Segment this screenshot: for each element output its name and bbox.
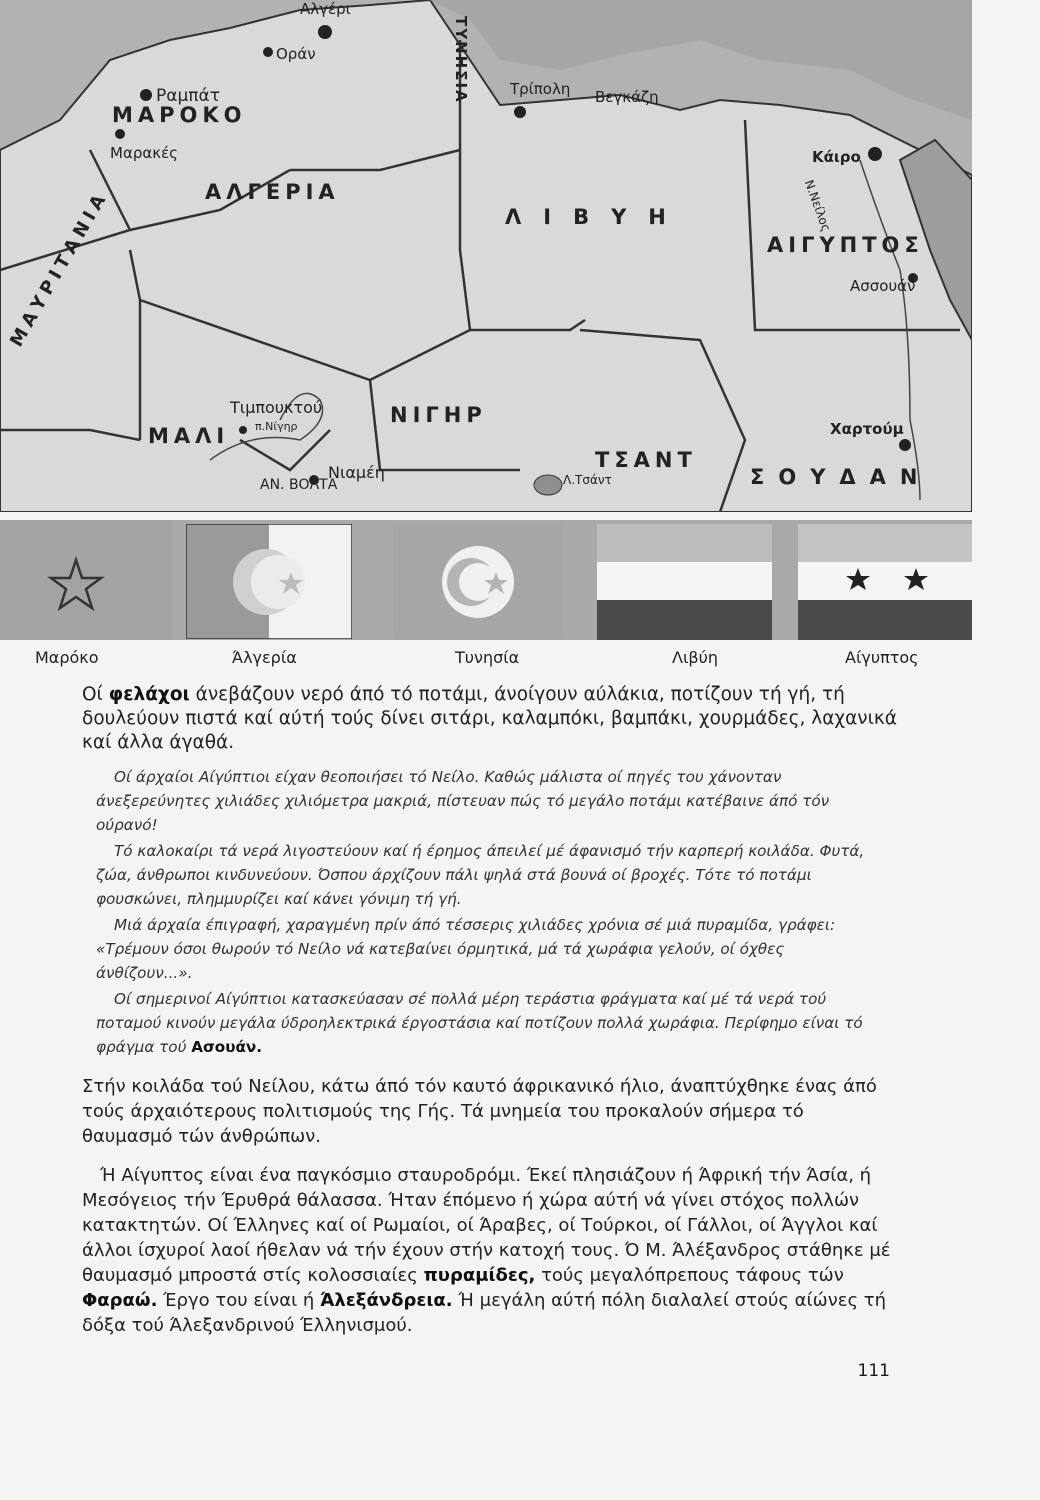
label-mauritania: ΜΑΥΡΙΤΑΝΙΑ [6, 186, 113, 351]
label-niger: ΝΙΓΗΡ [390, 403, 487, 427]
label-morocco: ΜΑΡΟΚΟ [112, 103, 247, 127]
intro-rest: άνεβάζουν νερό άπό τό ποτάμι, άνοίγουν αύλάκια, ποτίζουν τή γή, τή δουλεύουν πιστά καί αύτή τούς δίνει σιτάρι, καλαμπόκι, βαμπάκι, χουρμάδες, λαχανικά καί άλλα άγαθά. [82, 684, 897, 753]
label-libya: ΛΙΒΥΗ [505, 205, 688, 229]
caption-libya: Λιβύη [672, 648, 718, 667]
caption-egypt: Αίγυπτος [845, 648, 919, 667]
label-cairo: Κάιρο [812, 148, 861, 166]
main-alexandria-bold: Άλεξάνδρεια. [320, 1290, 453, 1311]
label-nile: Ν.Νείλος [801, 178, 834, 234]
page-number: 111 [857, 1361, 890, 1381]
main-p2-a: Ή Αίγυπτος είναι ένα παγκόσμιο σταυροδρόμι. Έκεί πλησιάζουν ή Άφρική τήν Άσία, ή Μεσόγειος τήν Έρυθρά θάλασσα. Ήταν έπόμενο ή χώρα αύτή νά γίνει στόχος πολλών κατακτητών. Οί Έλληνες καί οί Ρωμαίοι, οί Άραβες, οί Τούρκοι, οί Γάλλοι, οί Άγγλοι καί άλλοι ίσχυροί λαοί ήθελαν νά τήν έχουν στήν κατοχή τους. Ό Μ. Άλέξανδρος στάθηκε μέ θαυμασμό μπροστά στίς κολοσσιαίες [82, 1165, 891, 1286]
label-timbuktu: Τιμπουκτού [230, 398, 323, 417]
nile-info-box [96, 765, 871, 1059]
flag-algeria [186, 524, 352, 639]
main-p2-b: τούς μεγαλόπρεπους τάφους τών [535, 1265, 844, 1286]
flags-strip [0, 520, 972, 640]
box-paragraph-1: Οί άρχαίοι Αίγύπτιοι είχαν θεοποιήσει τό Νείλο. Καθώς μάλιστα οί πηγές του χάνονταν άνεξερεύνητες χιλιάδες χιλιόμετρα μακριά, πίστευαν πώς τό μεγάλο ποτάμι κατέβαινε άπό τόν ούρανό! [96, 768, 830, 834]
map-north-africa [0, 0, 972, 512]
intro-paragraph [82, 683, 897, 755]
flag-morocco [0, 520, 172, 640]
label-mali: ΜΑΛΙ [148, 424, 230, 448]
label-khartoum: Χαρτούμ [830, 420, 904, 438]
caption-tunisia: Τυνησία [455, 648, 520, 667]
flag-egypt [798, 524, 972, 640]
flag-libya [597, 524, 772, 640]
label-aswan: Ασσουάν [850, 277, 916, 295]
main-paragraph-2 [82, 1163, 897, 1338]
main-p2-c: Έργο του είναι ή [157, 1290, 321, 1311]
label-niamey: Νιαμέη [328, 463, 385, 482]
label-marrakesh: Μαρακές [110, 144, 178, 162]
label-benghazi: Βεγκάζη [595, 88, 659, 106]
box-paragraph-4-text: Οί σημερινοί Αίγύπτιοι κατασκεύασαν σέ πολλά μέρη τεράστια φράγματα καί μέ τά νερά τού ποταμού κινούν μεγάλα ύδροηλεκτρικά έργοστάσια καί ποτίζουν πολλά χωράφια. Περίφημο είναι τό φράγμα τού [96, 990, 863, 1056]
box-paragraph-4 [96, 987, 871, 1059]
main-p2-d: Ή μεγάλη αύτή πόλη διαλαλεί στούς αίώνες τή δόξα τού Άλεξανδρινού Έλληνισμού. [82, 1290, 887, 1336]
intro-lead: Οί [82, 684, 103, 705]
box-aswan-bold: Ασουάν. [191, 1038, 263, 1056]
caption-algeria: Άλγερία [232, 648, 297, 667]
main-pharaoh-bold: Φαραώ. [82, 1290, 158, 1311]
label-algiers: Αλγέρι [300, 0, 351, 18]
box-paragraph-2: Τό καλοκαίρι τά νερά λιγοστεύουν καί ή έρημος άπειλεί μέ άφανισμό τήν καρπερή κοιλάδα. Φυτά, ζώα, άνθρωποι κινδυνεύουν. Όσπου άρχίζουν πάλι ψηλά στά βουνά οί βροχές. Τότε τό ποτάμι φουσκώνει, πλημμυρίζει καί κάνει γόνιμη τή γή. [96, 842, 865, 908]
label-sudan: ΣΟΥΔΑΝ [750, 465, 932, 489]
label-egypt: ΑΙΓΥΠΤΟΣ [767, 233, 924, 257]
main-pyramids-bold: πυραμίδες, [423, 1265, 536, 1286]
label-niger-river: π.Νίγηρ [255, 420, 298, 433]
intro-bold-fellahin: φελάχοι [108, 684, 190, 705]
label-upper-volta: ΑΝ. ΒΟΛΤΑ [260, 477, 338, 493]
label-lake-chad: Λ.Τσάντ [563, 473, 612, 487]
label-algeria: ΑΛΓΕΡΙΑ [205, 180, 340, 204]
main-paragraph-1: Στήν κοιλάδα τού Νείλου, κάτω άπό τόν καυτό άφρικανικό ήλιο, άναπτύχθηκε ένας άπό τούς άρχαιότερους πολιτισμούς της Γής. Τά μνημεία του προκαλούν σήμερα τό θαυμασμό τών άνθρώπων. [82, 1076, 877, 1147]
box-paragraph-3: Μιά άρχαία έπιγραφή, χαραγμένη πρίν άπό τέσσερις χιλιάδες χρόνια σέ μιά πυραμίδα, γράφει: «Τρέμουν όσοι θωρούν τό Νείλο νά κατεβαίνει όρμητικά, μά τά χωράφια γελούν, οί όχθες άνθίζουν...». [96, 916, 836, 982]
label-tunisia: ΤΥΝΗΣΙΑ [452, 16, 470, 104]
label-chad: ΤΣΑΝΤ [595, 448, 697, 472]
label-tripoli: Τρίπολη [510, 80, 571, 98]
caption-morocco: Μαρόκο [35, 648, 99, 667]
label-oran: Οράν [276, 45, 316, 63]
flag-tunisia [393, 524, 563, 639]
label-rabat: Ραμπάτ [156, 86, 220, 106]
